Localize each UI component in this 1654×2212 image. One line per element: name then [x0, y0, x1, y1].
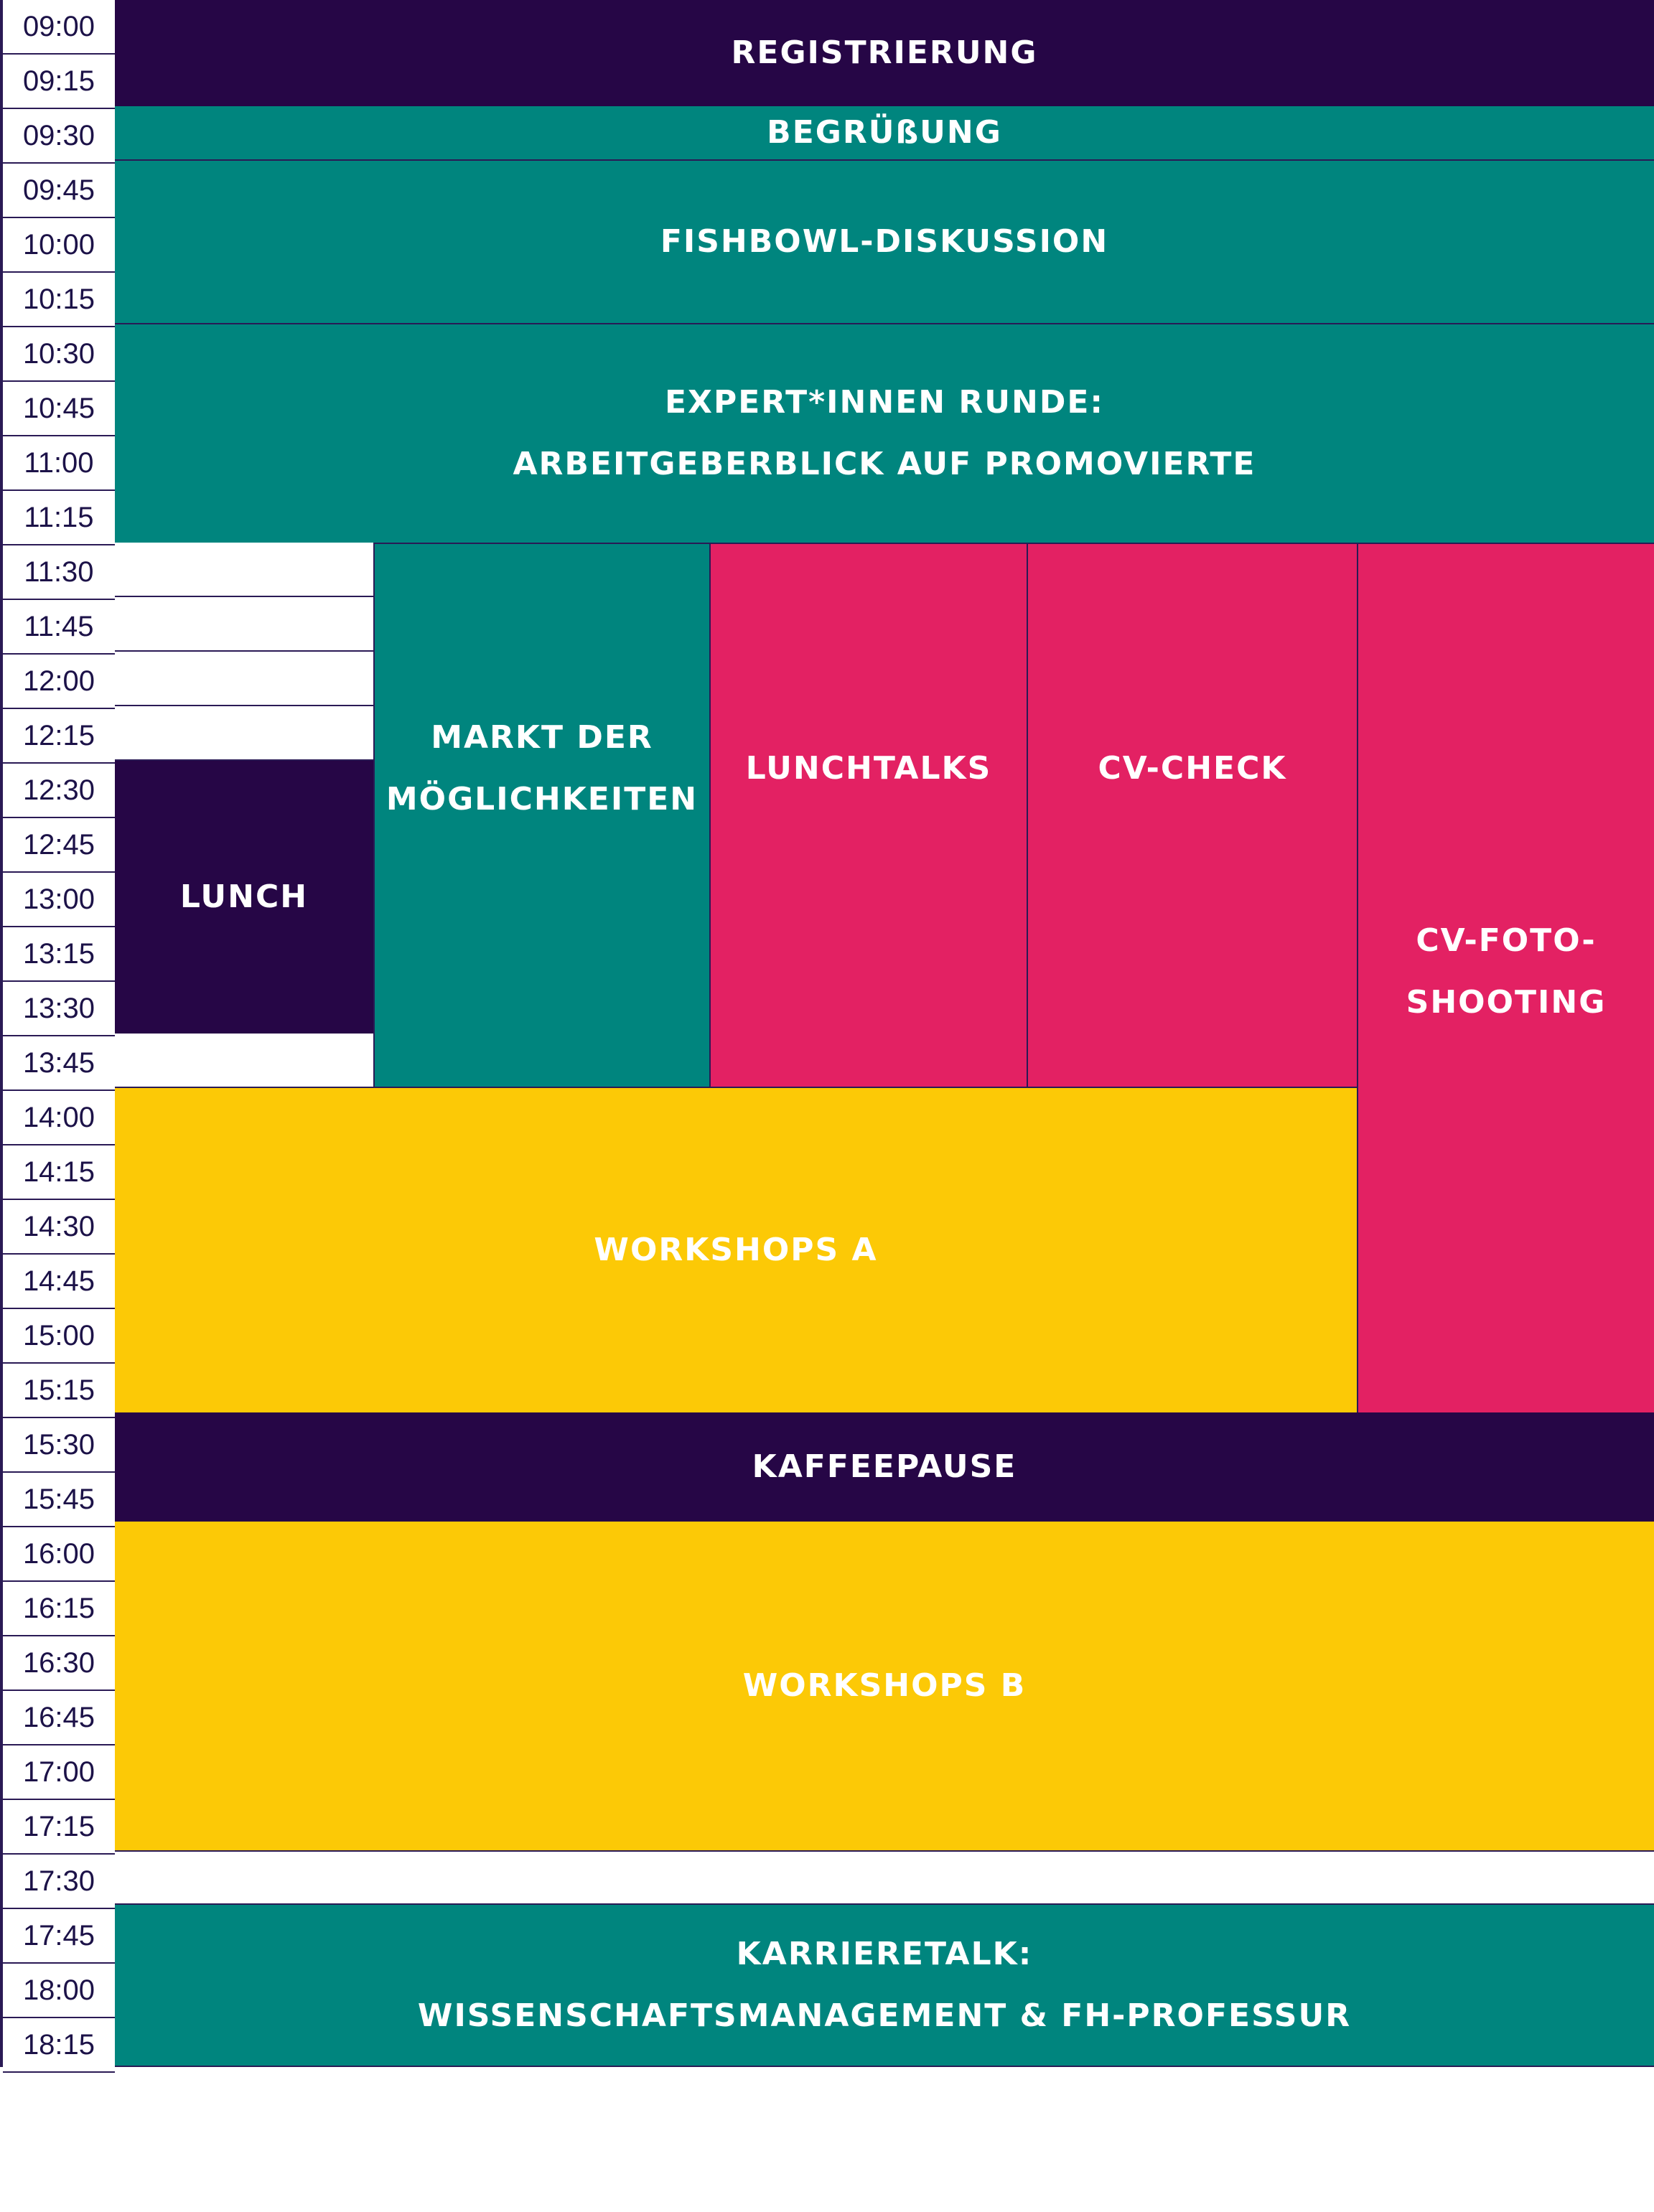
event-markt-line1: MARKT DER [431, 719, 653, 756]
event-cv-check-label: CV-CHECK [1098, 750, 1287, 787]
event-kaffeepause [115, 1412, 1654, 1522]
empty-slot [115, 597, 373, 652]
time-slot: 12:00 [3, 655, 115, 709]
time-slot: 11:30 [3, 545, 115, 600]
event-cv-foto-line1: CV-FOTO- [1416, 922, 1597, 959]
time-slot: 10:00 [3, 218, 115, 273]
event-begruessung-label: BEGRÜßUNG [767, 114, 1002, 151]
event-karrieretalk [115, 1903, 1654, 2067]
time-slot: 14:00 [3, 1091, 115, 1145]
time-slot: 17:30 [3, 1855, 115, 1909]
time-slot: 16:30 [3, 1636, 115, 1691]
time-slot: 17:15 [3, 1800, 115, 1855]
time-slot: 10:15 [3, 273, 115, 327]
time-slot: 16:45 [3, 1691, 115, 1745]
empty-slot [115, 706, 373, 761]
time-slot: 11:45 [3, 600, 115, 655]
time-slot: 17:45 [3, 1909, 115, 1964]
time-slot: 09:45 [3, 164, 115, 218]
event-workshops-b-label: WORKSHOPS B [742, 1667, 1027, 1704]
time-slot: 13:15 [3, 927, 115, 982]
event-expert-line2: ARBEITGEBERBLICK AUF PROMOVIERTE [513, 446, 1256, 482]
event-workshops-a-label: WORKSHOPS A [594, 1232, 878, 1268]
time-slot: 09:15 [3, 55, 115, 109]
empty-slot [115, 652, 373, 706]
event-fishbowl-diskussion [115, 161, 1654, 324]
event-cv-foto-line2: SHOOTING [1406, 984, 1607, 1021]
time-slot: 16:15 [3, 1582, 115, 1636]
time-slot: 14:15 [3, 1145, 115, 1200]
time-slot: 11:15 [3, 491, 115, 545]
time-slot: 15:00 [3, 1309, 115, 1364]
event-lunchtalks-label: LUNCHTALKS [745, 750, 992, 787]
empty-slot [115, 1852, 1654, 1906]
time-slot: 17:00 [3, 1745, 115, 1800]
event-expert-line1: EXPERT*INNEN RUNDE: [664, 384, 1105, 421]
empty-slot [115, 543, 373, 597]
time-slot: 09:30 [3, 109, 115, 164]
time-slot: 18:15 [3, 2018, 115, 2073]
time-slot: 12:30 [3, 764, 115, 818]
time-slot: 10:30 [3, 327, 115, 382]
time-slot: 15:45 [3, 1473, 115, 1527]
event-lunch-label: LUNCH [179, 878, 309, 915]
event-expertinnen-runde [115, 324, 1654, 543]
event-kaffeepause-label: KAFFEEPAUSE [752, 1448, 1017, 1485]
time-slot: 15:30 [3, 1418, 115, 1473]
time-slot: 14:45 [3, 1255, 115, 1309]
time-slot: 09:00 [3, 0, 115, 55]
event-lunchtalks [709, 543, 1027, 1087]
time-slot: 13:45 [3, 1036, 115, 1091]
time-slot: 13:30 [3, 982, 115, 1036]
time-slot: 11:00 [3, 436, 115, 491]
event-begruessung [115, 106, 1654, 161]
time-slot: 15:15 [3, 1364, 115, 1418]
event-karriere-line1: KARRIERETALK: [736, 1936, 1033, 1972]
event-markt-der-moeglichkeiten [373, 543, 709, 1087]
time-slot: 16:00 [3, 1527, 115, 1582]
time-slot: 14:30 [3, 1200, 115, 1255]
event-karriere-line2: WISSENSCHAFTSMANAGEMENT & FH-PROFESSUR [417, 1997, 1352, 2034]
event-markt-line2: MÖGLICHKEITEN [386, 781, 698, 817]
time-slot: 18:00 [3, 1964, 115, 2018]
time-slot: 10:45 [3, 382, 115, 436]
event-workshops-b [115, 1522, 1654, 1852]
event-fishbowl-label: FISHBOWL-DISKUSSION [660, 223, 1109, 260]
event-registrierung-label: REGISTRIERUNG [731, 34, 1038, 71]
event-lunch [115, 761, 373, 1034]
event-registrierung [115, 0, 1654, 106]
time-slot: 12:15 [3, 709, 115, 764]
time-slot: 12:45 [3, 818, 115, 873]
time-slot: 13:00 [3, 873, 115, 927]
event-cv-foto-shooting [1357, 543, 1654, 1412]
empty-slot [115, 1034, 373, 1088]
event-workshops-a [115, 1087, 1357, 1412]
event-cv-check [1027, 543, 1357, 1087]
